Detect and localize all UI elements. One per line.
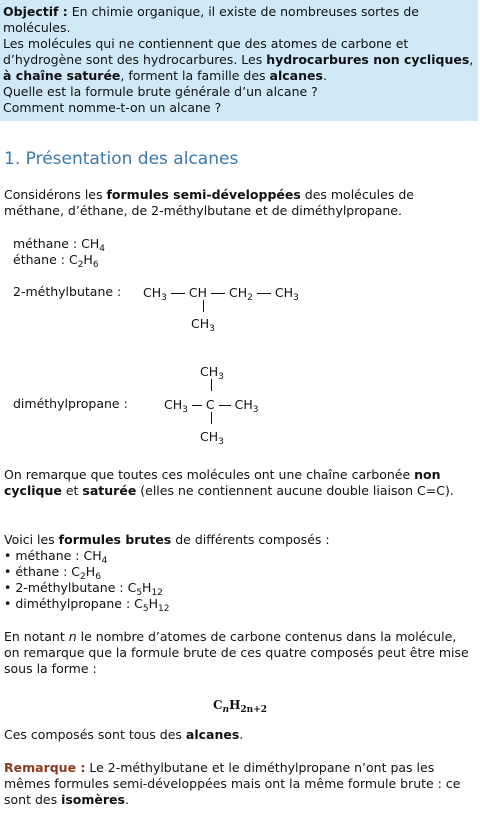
bond-vertical [203,300,204,312]
variable-n: n [68,629,77,644]
subscript: 3 [218,372,224,382]
dimethylpropane-top [200,364,224,380]
bond [171,293,185,294]
item-text: diméthylpropane : C [15,596,143,611]
group-ch3: CH [200,364,219,379]
methylbutane-label: 2-méthylbutane : [13,284,122,299]
intro-text: des molécules de méthane, d’éthane, de 2-méthylbutane et de diméthylpropane. [4,187,414,218]
subscript: 5 [136,588,143,598]
subscript: 3 [293,293,299,303]
general-formula [0,697,480,713]
brutes-text: Voici les [4,532,59,547]
item-text: H [142,580,152,595]
alcanes-line [4,727,474,743]
objectif-bold-1: hydrocarbures non cycliques [266,52,470,67]
subscript: 4 [101,556,108,566]
alcanes-bold: alcanes [185,727,240,742]
methylbutane-chain [143,285,299,301]
subscript: 2 [247,293,253,303]
remarque-bold: isomères [61,792,125,807]
item-text: H [148,596,159,611]
remarque-text: Le 2-méthylbutane et le diméthylpropane n’ont pas les mêmes formules semi-développées mais ont la même formule brute : ce sont des [4,760,461,807]
alcanes-text: Ces composés sont tous des [4,727,186,742]
dimethylpropane-chain [164,397,258,413]
list-item: • diméthylpropane : $C_5H_{12}$ [4,596,170,614]
remark-text: (elles ne contiennent aucune double liaison C=C). [136,483,454,498]
subscript: 3 [161,293,167,303]
ethane-semi [13,252,99,268]
intro-bold: formules semi-développées [106,187,301,202]
objectif-line1: En chimie organique, il existe de nombreuses sortes de molécules. [3,4,419,35]
remark-bold: saturée [82,483,137,498]
subscript: 4 [99,244,105,254]
remark-text: On remarque que toutes ces molécules ont une chaîne carbonée [4,467,415,482]
subscript: 5 [142,604,149,614]
objectif-label: Objectif : [3,4,68,19]
formula-c: C [212,698,223,712]
list-item: • méthane : $CH_4$ [4,548,108,566]
objectif-text: , [469,52,474,67]
objectif-text: . [322,68,327,83]
objectif-bold-3: alcanes [269,68,323,83]
section-title: 1. Présentation des alcanes [4,149,239,169]
remarque-text: . [124,792,129,807]
bond [219,405,231,406]
item-text: méthane : CH [15,548,102,563]
objectif-bold-2: à chaîne saturée [3,68,121,83]
objectif-text: Les molécules qui ne contiennent que des atomes de carbone et d’hydrogène sont des hydrocarbures. Les [3,36,409,67]
group-ch3: CH [274,285,294,300]
methylbutane-branch [191,316,215,332]
item-text: 2-méthylbutane : C [15,580,137,595]
remark-bold: non cyclique [4,467,441,498]
subscript: 3 [209,324,215,334]
brutes-intro [4,532,474,548]
intro-text: Considérons les [4,187,107,202]
subscript: 3 [218,437,224,447]
remarque-paragraph [4,760,474,808]
objectif-question-1: Quelle est la formule brute générale d’un alcane ? [3,84,318,99]
group-ch3: CH [191,316,210,331]
brutes-list [4,548,474,612]
bond-vertical [211,379,212,391]
subscript: 3 [252,405,259,415]
group-ch3: CH [143,285,162,300]
subscript: 2 [77,260,84,270]
notant-text: En notant [4,629,69,644]
subscript: 12 [158,604,170,614]
group-ch: CH [188,285,208,300]
subscript: 3 [182,405,188,415]
group-ch3: CH [164,397,183,412]
brutes-text: de différents composés : [171,532,330,547]
group-ch2: CH [229,285,248,300]
item-text: H [85,564,96,579]
objectif-question-2: Comment nomme-t-on un alcane ? [3,100,222,115]
group-ch3: CH [234,397,253,412]
alcanes-text: . [239,727,244,742]
group-c: C [205,397,215,412]
remark-paragraph [4,467,474,499]
objectif-text: , forment la famille des [120,68,270,83]
formula-h: H [229,698,241,712]
ethane-text: éthane : C [13,252,78,267]
subscript: 2 [80,572,86,582]
subscript: 2n+2 [240,705,268,715]
subscript: 6 [92,260,99,270]
notant-paragraph [4,629,474,677]
bond-vertical [211,412,212,424]
dimethylpropane-bottom [200,429,224,445]
objectif-box [0,0,478,121]
bond [257,293,271,294]
brutes-bold: formules brutes [58,532,172,547]
methane-semi [13,236,105,252]
item-text: éthane : C [15,564,81,579]
list-item: • éthane : $C_2H_6$ [4,564,101,582]
notant-text: le nombre d’atomes de carbone contenus dans la molécule, on remarque que la formule brute de ces quatre composés peut être mise sous la forme : [4,629,469,676]
ethane-text: H [83,252,93,267]
bond [192,405,202,406]
list-item: • 2-méthylbutane : $C_5H_{12}$ [4,580,163,598]
subscript: 12 [151,588,163,598]
remark-text: et [61,483,83,498]
subscript-n: n [222,705,230,715]
group-ch3: CH [200,429,219,444]
remarque-label: Remarque : [4,760,86,775]
intro-paragraph [4,187,474,219]
dimethylpropane-label: diméthylpropane : [13,396,128,411]
methane-text: méthane : CH [13,236,100,251]
subscript: 6 [95,572,101,582]
bond [211,293,225,294]
